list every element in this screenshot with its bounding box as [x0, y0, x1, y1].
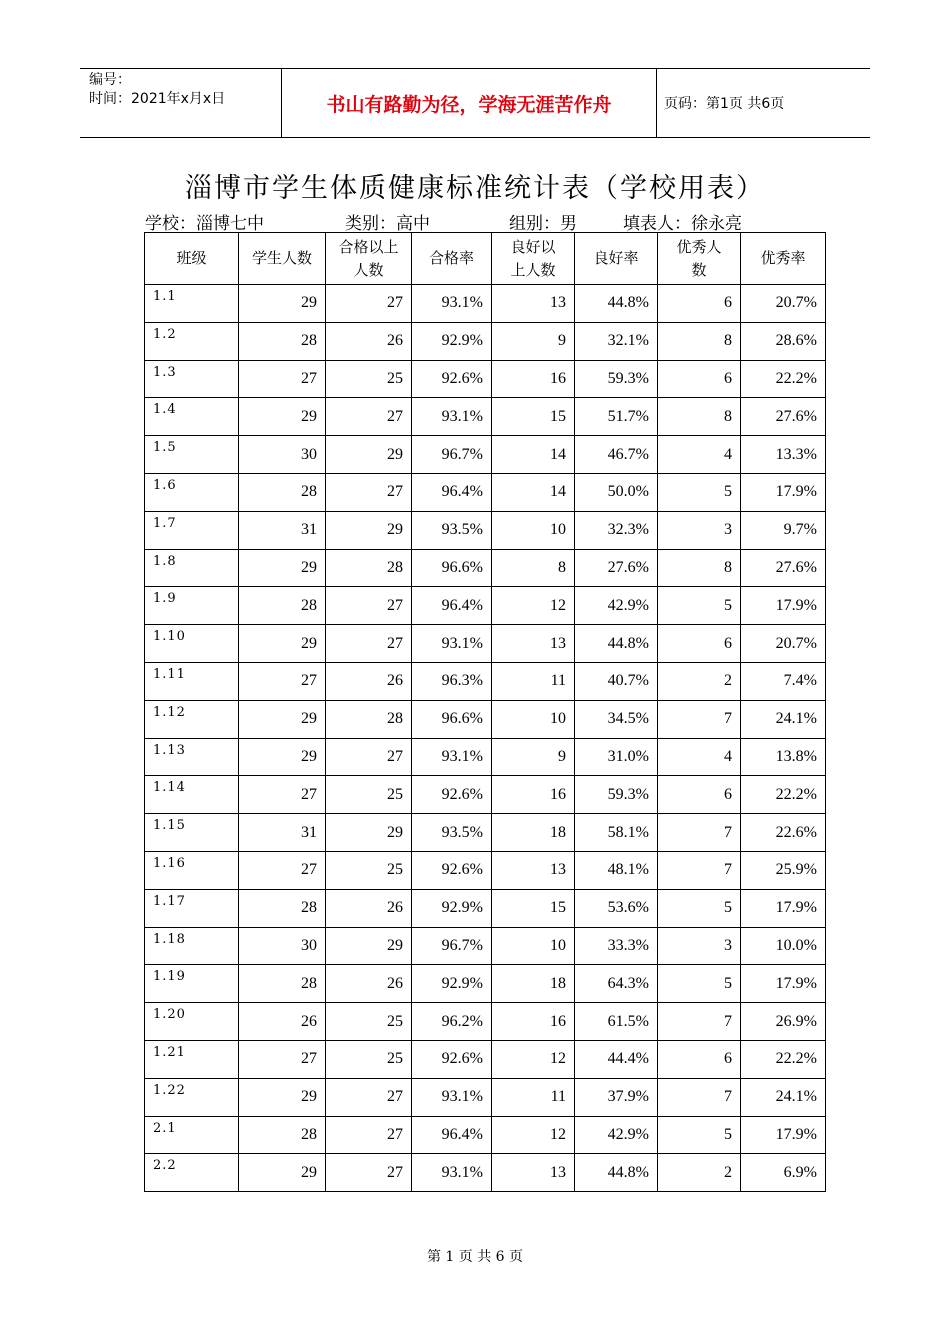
- cell-qualified-rate: 93.1%: [412, 285, 492, 323]
- table-row: [145, 360, 826, 398]
- cell-good-count: 15: [492, 398, 575, 436]
- table-row: [145, 1003, 826, 1041]
- table-row: [145, 700, 826, 738]
- cell-excellent-rate: 7.4%: [741, 662, 826, 700]
- cell-excellent-rate: 22.6%: [741, 814, 826, 852]
- cell-qualified-rate: 93.5%: [412, 814, 492, 852]
- cell-qualified-rate: 93.1%: [412, 398, 492, 436]
- cell-good-count: 18: [492, 965, 575, 1003]
- cell-qualified-count: 29: [326, 814, 412, 852]
- cell-good-count: 13: [492, 625, 575, 663]
- cell-qualified-rate: 96.6%: [412, 549, 492, 587]
- cell-excellent-count: 7: [658, 1078, 741, 1116]
- cell-excellent-count: 7: [658, 1003, 741, 1041]
- header-excellent-count: 优秀人数: [658, 233, 741, 285]
- cell-class: 1.6: [145, 473, 239, 511]
- cell-student-count: 30: [239, 436, 326, 474]
- cell-qualified-count: 29: [326, 927, 412, 965]
- cell-student-count: 29: [239, 1078, 326, 1116]
- cell-good-rate: 44.8%: [575, 285, 658, 323]
- cell-qualified-rate: 96.4%: [412, 473, 492, 511]
- cell-good-rate: 33.3%: [575, 927, 658, 965]
- cell-excellent-rate: 24.1%: [741, 1078, 826, 1116]
- table-row: [145, 398, 826, 436]
- cell-class: 1.8: [145, 549, 239, 587]
- cell-good-count: 12: [492, 1040, 575, 1078]
- table-row: [145, 662, 826, 700]
- table-row: [145, 1040, 826, 1078]
- cell-qualified-rate: 96.6%: [412, 700, 492, 738]
- cell-excellent-count: 4: [658, 436, 741, 474]
- cell-qualified-rate: 93.1%: [412, 625, 492, 663]
- cell-good-count: 16: [492, 776, 575, 814]
- cell-excellent-count: 7: [658, 700, 741, 738]
- cell-qualified-rate: 93.5%: [412, 511, 492, 549]
- cell-excellent-rate: 25.9%: [741, 851, 826, 889]
- cell-class: 1.11: [145, 662, 239, 700]
- cell-student-count: 27: [239, 851, 326, 889]
- header-good-count: 良好以上人数: [492, 233, 575, 285]
- cell-good-rate: 34.5%: [575, 700, 658, 738]
- cell-student-count: 30: [239, 927, 326, 965]
- cell-excellent-rate: 27.6%: [741, 398, 826, 436]
- cell-good-count: 11: [492, 662, 575, 700]
- cell-class: 1.20: [145, 1003, 239, 1041]
- cell-good-rate: 64.3%: [575, 965, 658, 1003]
- cell-good-rate: 50.0%: [575, 473, 658, 511]
- cell-good-rate: 46.7%: [575, 436, 658, 474]
- cell-excellent-rate: 20.7%: [741, 625, 826, 663]
- cell-student-count: 28: [239, 473, 326, 511]
- cell-excellent-rate: 9.7%: [741, 511, 826, 549]
- cell-excellent-count: 5: [658, 1116, 741, 1154]
- cell-good-rate: 59.3%: [575, 360, 658, 398]
- cell-qualified-count: 25: [326, 851, 412, 889]
- cell-class: 1.14: [145, 776, 239, 814]
- cell-qualified-count: 27: [326, 738, 412, 776]
- cell-qualified-rate: 92.9%: [412, 889, 492, 927]
- cell-qualified-rate: 92.6%: [412, 360, 492, 398]
- cell-excellent-count: 3: [658, 927, 741, 965]
- cell-good-count: 10: [492, 700, 575, 738]
- cell-student-count: 28: [239, 889, 326, 927]
- header-class: 班级: [145, 233, 239, 285]
- cell-excellent-count: 5: [658, 889, 741, 927]
- cell-excellent-count: 7: [658, 814, 741, 852]
- cell-qualified-count: 26: [326, 322, 412, 360]
- cell-good-count: 15: [492, 889, 575, 927]
- cell-excellent-count: 6: [658, 1040, 741, 1078]
- cell-excellent-rate: 28.6%: [741, 322, 826, 360]
- cell-class: 1.13: [145, 738, 239, 776]
- cell-class: 1.7: [145, 511, 239, 549]
- cell-good-rate: 58.1%: [575, 814, 658, 852]
- table-row: [145, 1078, 826, 1116]
- cell-qualified-rate: 93.1%: [412, 738, 492, 776]
- header-excellent-rate: 优秀率: [741, 233, 826, 285]
- meta-group: 组别：男: [509, 214, 577, 234]
- cell-class: 1.4: [145, 398, 239, 436]
- cell-excellent-rate: 22.2%: [741, 1040, 826, 1078]
- cell-good-count: 13: [492, 285, 575, 323]
- cell-qualified-rate: 96.2%: [412, 1003, 492, 1041]
- cell-good-count: 12: [492, 1116, 575, 1154]
- cell-qualified-count: 29: [326, 511, 412, 549]
- cell-student-count: 27: [239, 1040, 326, 1078]
- cell-class: 1.12: [145, 700, 239, 738]
- cell-excellent-count: 2: [658, 1154, 741, 1192]
- table-row: [145, 814, 826, 852]
- cell-qualified-rate: 92.6%: [412, 851, 492, 889]
- table-row: [145, 549, 826, 587]
- cell-qualified-rate: 96.7%: [412, 436, 492, 474]
- cell-good-rate: 32.1%: [575, 322, 658, 360]
- cell-student-count: 27: [239, 662, 326, 700]
- cell-qualified-rate: 93.1%: [412, 1078, 492, 1116]
- table-row: [145, 587, 826, 625]
- cell-excellent-count: 8: [658, 322, 741, 360]
- cell-excellent-count: 3: [658, 511, 741, 549]
- cell-good-count: 10: [492, 511, 575, 549]
- header-qualified-count: 合格以上人数: [326, 233, 412, 285]
- cell-excellent-count: 6: [658, 776, 741, 814]
- cell-qualified-count: 27: [326, 625, 412, 663]
- cell-qualified-rate: 92.9%: [412, 965, 492, 1003]
- cell-excellent-count: 4: [658, 738, 741, 776]
- cell-qualified-rate: 96.4%: [412, 587, 492, 625]
- cell-student-count: 29: [239, 549, 326, 587]
- document-number-label: 编号：: [89, 72, 131, 88]
- cell-qualified-count: 25: [326, 776, 412, 814]
- meta-filler: 填表人：徐永亮: [623, 214, 742, 234]
- header-good-rate: 良好率: [575, 233, 658, 285]
- cell-class: 2.1: [145, 1116, 239, 1154]
- cell-excellent-rate: 6.9%: [741, 1154, 826, 1192]
- cell-excellent-count: 8: [658, 549, 741, 587]
- cell-class: 1.15: [145, 814, 239, 852]
- page-footer: 第 1 页 共 6 页: [426, 1249, 524, 1265]
- cell-good-count: 8: [492, 549, 575, 587]
- cell-qualified-count: 25: [326, 1040, 412, 1078]
- cell-class: 1.16: [145, 851, 239, 889]
- cell-good-rate: 61.5%: [575, 1003, 658, 1041]
- cell-student-count: 29: [239, 625, 326, 663]
- cell-qualified-count: 27: [326, 587, 412, 625]
- cell-excellent-rate: 17.9%: [741, 965, 826, 1003]
- cell-good-count: 16: [492, 1003, 575, 1041]
- cell-class: 2.2: [145, 1154, 239, 1192]
- cell-good-count: 12: [492, 587, 575, 625]
- table-row: [145, 851, 826, 889]
- table-row: [145, 776, 826, 814]
- cell-excellent-count: 6: [658, 285, 741, 323]
- cell-class: 1.1: [145, 285, 239, 323]
- cell-good-count: 18: [492, 814, 575, 852]
- cell-excellent-rate: 17.9%: [741, 1116, 826, 1154]
- cell-good-rate: 32.3%: [575, 511, 658, 549]
- cell-qualified-count: 27: [326, 1116, 412, 1154]
- cell-good-rate: 44.4%: [575, 1040, 658, 1078]
- cell-good-rate: 42.9%: [575, 587, 658, 625]
- cell-good-rate: 51.7%: [575, 398, 658, 436]
- page-title: 淄博市学生体质健康标准统计表（学校用表）: [185, 173, 765, 204]
- cell-excellent-rate: 17.9%: [741, 473, 826, 511]
- header-page-number: 页码：第1页 共6页: [664, 96, 785, 112]
- cell-class: 1.5: [145, 436, 239, 474]
- cell-good-rate: 48.1%: [575, 851, 658, 889]
- cell-excellent-rate: 13.3%: [741, 436, 826, 474]
- cell-qualified-count: 29: [326, 436, 412, 474]
- cell-good-count: 13: [492, 1154, 575, 1192]
- cell-student-count: 29: [239, 285, 326, 323]
- header-qualified-rate: 合格率: [412, 233, 492, 285]
- cell-good-count: 10: [492, 927, 575, 965]
- cell-student-count: 28: [239, 587, 326, 625]
- cell-excellent-rate: 26.9%: [741, 1003, 826, 1041]
- cell-excellent-rate: 17.9%: [741, 889, 826, 927]
- cell-student-count: 26: [239, 1003, 326, 1041]
- cell-student-count: 27: [239, 776, 326, 814]
- cell-student-count: 28: [239, 965, 326, 1003]
- cell-class: 1.3: [145, 360, 239, 398]
- cell-excellent-count: 7: [658, 851, 741, 889]
- cell-excellent-count: 5: [658, 587, 741, 625]
- cell-excellent-rate: 22.2%: [741, 360, 826, 398]
- cell-class: 1.17: [145, 889, 239, 927]
- header-motto: 书山有路勤为径，学海无涯苦作舟: [282, 69, 657, 137]
- document-date: 时间：2021年x月x日: [89, 91, 226, 107]
- cell-qualified-rate: 93.1%: [412, 1154, 492, 1192]
- table-row: [145, 625, 826, 663]
- cell-good-count: 16: [492, 360, 575, 398]
- cell-excellent-rate: 17.9%: [741, 587, 826, 625]
- cell-qualified-count: 27: [326, 398, 412, 436]
- cell-excellent-count: 2: [658, 662, 741, 700]
- cell-qualified-count: 25: [326, 360, 412, 398]
- cell-qualified-count: 27: [326, 1154, 412, 1192]
- table-row: [145, 473, 826, 511]
- cell-good-rate: 53.6%: [575, 889, 658, 927]
- cell-class: 1.10: [145, 625, 239, 663]
- cell-excellent-rate: 24.1%: [741, 700, 826, 738]
- cell-class: 1.19: [145, 965, 239, 1003]
- cell-excellent-count: 6: [658, 360, 741, 398]
- cell-good-count: 14: [492, 473, 575, 511]
- cell-excellent-rate: 13.8%: [741, 738, 826, 776]
- cell-good-count: 9: [492, 322, 575, 360]
- table-row: [145, 738, 826, 776]
- meta-school: 学校：淄博七中: [145, 214, 264, 234]
- table-body: [145, 285, 826, 1192]
- page-header: [80, 68, 870, 138]
- cell-class: 1.22: [145, 1078, 239, 1116]
- cell-qualified-count: 26: [326, 965, 412, 1003]
- cell-student-count: 31: [239, 814, 326, 852]
- cell-student-count: 29: [239, 700, 326, 738]
- cell-good-rate: 44.8%: [575, 1154, 658, 1192]
- cell-qualified-rate: 96.4%: [412, 1116, 492, 1154]
- cell-student-count: 28: [239, 322, 326, 360]
- cell-good-rate: 27.6%: [575, 549, 658, 587]
- table-row: [145, 1116, 826, 1154]
- cell-good-rate: 37.9%: [575, 1078, 658, 1116]
- cell-excellent-count: 5: [658, 473, 741, 511]
- cell-excellent-rate: 10.0%: [741, 927, 826, 965]
- cell-qualified-rate: 96.3%: [412, 662, 492, 700]
- cell-qualified-count: 27: [326, 473, 412, 511]
- cell-student-count: 29: [239, 1154, 326, 1192]
- cell-qualified-rate: 92.6%: [412, 1040, 492, 1078]
- meta-category: 类别：高中: [345, 214, 430, 234]
- cell-qualified-rate: 92.6%: [412, 776, 492, 814]
- cell-class: 1.18: [145, 927, 239, 965]
- table-row: [145, 889, 826, 927]
- table-row: [145, 511, 826, 549]
- cell-good-rate: 42.9%: [575, 1116, 658, 1154]
- cell-good-rate: 44.8%: [575, 625, 658, 663]
- cell-qualified-count: 27: [326, 1078, 412, 1116]
- cell-excellent-rate: 27.6%: [741, 549, 826, 587]
- cell-qualified-count: 28: [326, 549, 412, 587]
- table-row: [145, 436, 826, 474]
- cell-good-count: 9: [492, 738, 575, 776]
- table-row: [145, 965, 826, 1003]
- header-student-count: 学生人数: [239, 233, 326, 285]
- cell-qualified-count: 26: [326, 889, 412, 927]
- cell-excellent-rate: 22.2%: [741, 776, 826, 814]
- cell-student-count: 27: [239, 360, 326, 398]
- cell-qualified-count: 26: [326, 662, 412, 700]
- cell-excellent-rate: 20.7%: [741, 285, 826, 323]
- statistics-table: [144, 232, 826, 1192]
- cell-good-rate: 31.0%: [575, 738, 658, 776]
- cell-qualified-rate: 96.7%: [412, 927, 492, 965]
- cell-good-count: 13: [492, 851, 575, 889]
- cell-good-rate: 59.3%: [575, 776, 658, 814]
- cell-qualified-rate: 92.9%: [412, 322, 492, 360]
- cell-good-count: 11: [492, 1078, 575, 1116]
- cell-student-count: 28: [239, 1116, 326, 1154]
- cell-student-count: 31: [239, 511, 326, 549]
- cell-qualified-count: 28: [326, 700, 412, 738]
- table-row: [145, 1154, 826, 1192]
- header-left: [80, 69, 282, 137]
- cell-class: 1.9: [145, 587, 239, 625]
- table-row: [145, 285, 826, 323]
- cell-qualified-count: 27: [326, 285, 412, 323]
- cell-excellent-count: 6: [658, 625, 741, 663]
- table-row: [145, 927, 826, 965]
- cell-student-count: 29: [239, 398, 326, 436]
- table-row: [145, 322, 826, 360]
- table-header-row: [145, 233, 826, 285]
- cell-qualified-count: 25: [326, 1003, 412, 1041]
- cell-excellent-count: 8: [658, 398, 741, 436]
- cell-good-rate: 40.7%: [575, 662, 658, 700]
- cell-excellent-count: 5: [658, 965, 741, 1003]
- cell-student-count: 29: [239, 738, 326, 776]
- cell-class: 1.2: [145, 322, 239, 360]
- cell-class: 1.21: [145, 1040, 239, 1078]
- cell-good-count: 14: [492, 436, 575, 474]
